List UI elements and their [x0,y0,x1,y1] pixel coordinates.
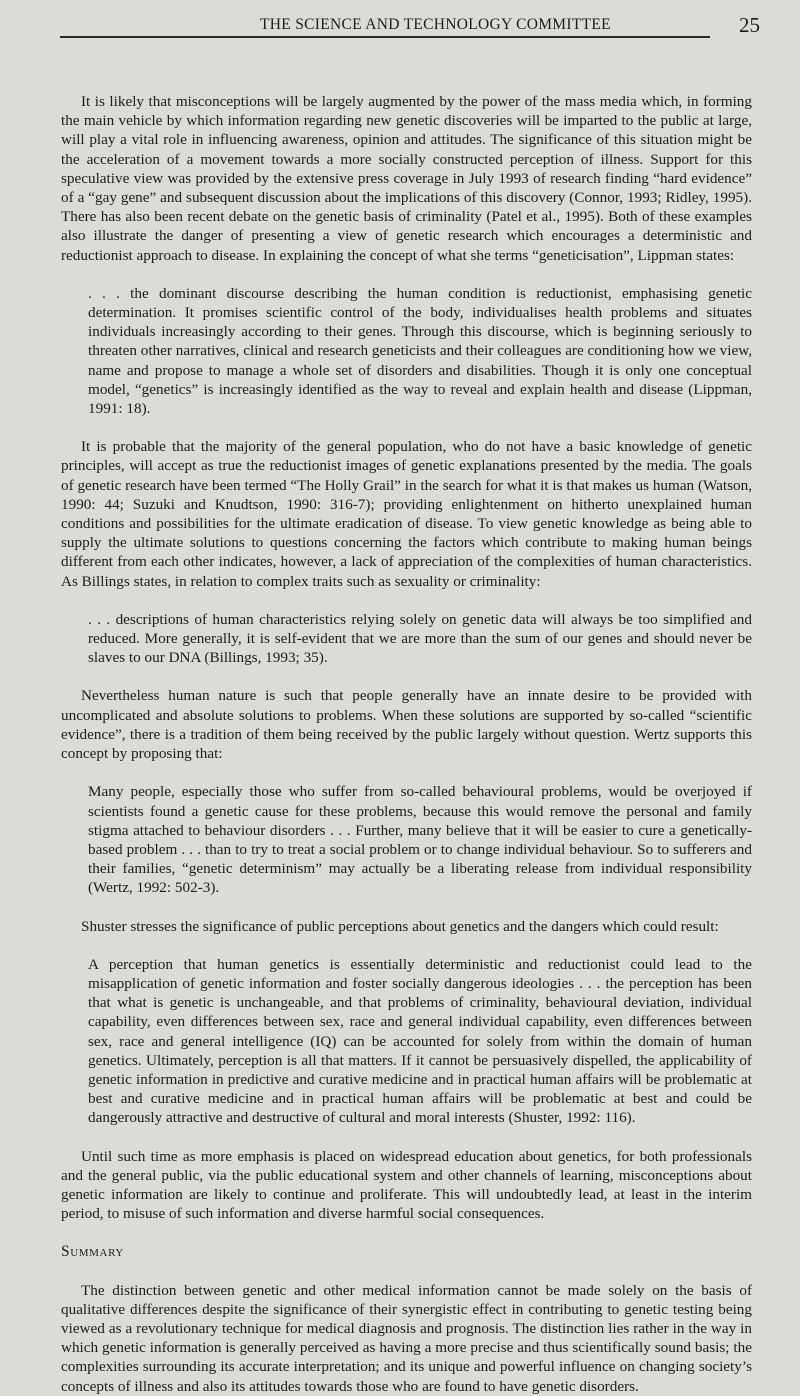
section-heading-summary: Summary [61,1243,124,1261]
running-header [0,13,800,37]
block-quote-lippman: . . . the dominant discourse describing the human condition is reductionist, emphasising genetic determination. It promises scientific control of the body, individualises health problems and situates individuals increasingly according to their genes. Through this discourse, which is beginning seriously to threaten other narratives, clinical and research geneticists and their colleagues are conditioning how we view, name and propose to manage a whole set of disorders and disabilities. Though it is only one conceptual model, “genetics” is increasingly identified as the way to reveal and explain health and disease (Lippman, 1991: 18). [88,284,752,418]
paragraph-2: It is probable that the majority of the general population, who do not have a basic knowledge of genetic principles, will accept as true the reductionist images of genetic explanations presented by the media. The goals of genetic research have been termed “The Holly Grail” in the search for what it is that makes us human (Watson, 1990: 44; Suzuki and Knudtson, 1990: 316-7); providing enlightenment on hitherto unexplained human conditions and possibilities for the ultimate eradication of disease. To view genetic knowledge as being able to supply the ultimate solutions to questions concerning the factors which contribute to making human beings different from each other indicates, however, a lack of appreciation of the complexities of human characteristics. As Billings states, in relation to complex traits such as sexuality or criminality: [61,438,752,590]
block-quote-shuster: A perception that human genetics is essentially deterministic and reductionist could lead to the misapplication of genetic information and foster socially dangerous ideologies . . . the perception has been that what is genetic is unchangeable, and that problems of criminality, behavioural deviation, individual capability, even differences between sex, race and general individual capability, even differences between sex, race and general intelligence (IQ) can be accounted for solely from within the domain of human genetics. Ultimately, perception is all that matters. If it cannot be persuasively dispelled, the applicability of genetic information in predictive and curative medicine and in practical human affairs will be problematic at best and curative medicine and in practical human affairs will be problematic at best and could be dangerously attractive and destructive of cultural and moral interests (Shuster, 1992: 116). [88,955,752,1127]
paragraph-6: The distinction between genetic and other medical information cannot be made solely on the basis of qualitative differences despite the significance of their synergistic effect in contributing to genetic testing being viewed as a revolutionary technique for medical diagnosis and prognosis. The distinction lies rather in the way in which genetic information is generally perceived as having a more precise and thus scientifically sound basis; the complexities surrounding its accurate interpretation; and its unique and powerful influence on changing society’s concepts of illness and also its attitudes towards those who are found to have genetic disorders. [61,1281,752,1395]
paragraph-4: Shuster stresses the significance of public perceptions about genetics and the dangers which could result: [81,917,719,935]
page-number: 25 [739,13,760,37]
paragraph-3: Nevertheless human nature is such that people generally have an innate desire to be provided with uncomplicated and absolute solutions to problems. When these solutions are supported by so-called “scientific evidence”, there is a tradition of them being received by the public largely without question. Wertz supports this concept by proposing that: [61,687,752,763]
running-title: THE SCIENCE AND TECHNOLOGY COMMITTEE [260,16,611,33]
paragraph-1: It is likely that misconceptions will be largely augmented by the power of the mass media which, in forming the main vehicle by which information regarding new genetic discoveries will be imparted to the public at large, will play a vital role in influencing awareness, opinion and attitudes. The significance of this situation might be the acceleration of a movement towards a more socially constructed perception of illness. Support for this speculative view was provided by the extensive press coverage in July 1993 of research finding “hard evidence” of a “gay gene” and subsequent discussion about the implications of this discovery (Connor, 1993; Ridley, 1995). There has also been recent debate on the genetic basis of criminality (Patel et al., 1995). Both of these examples also illustrate the danger of presenting a view of genetic research which encourages a deterministic and reductionist approach to disease. In explaining the concept of what she terms “geneticisation”, Lippman states: [61,93,752,264]
block-quote-wertz: Many people, especially those who suffer from so-called behavioural problems, would be overjoyed if scientists found a genetic cause for these problems, because this would remove the personal and family stigma attached to behaviour disorders . . . Further, many believe that it will be easier to cure a genetically-based problem . . . than to try to treat a social problem or to change individual behaviour. So to sufferers and their families, “genetic determinism” may actually be a liberating release from individual responsibility (Wertz, 1992: 502-3). [88,783,752,897]
header-rule [60,36,710,38]
block-quote-billings: . . . descriptions of human characteristics relying solely on genetic data will always be too simplified and reduced. More generally, it is self-evident that we are more than the sum of our genes and should never be slaves to our DNA (Billings, 1993; 35). [88,610,752,667]
paragraph-5: Until such time as more emphasis is placed on widespread education about genetics, for both professionals and the general public, via the public educational system and other channels of learning, misconceptions about genetic information are likely to continue and proliferate. This will undoubtedly lead, at least in the interim period, to misuse of such information and diverse harmful social consequences. [61,1147,752,1223]
